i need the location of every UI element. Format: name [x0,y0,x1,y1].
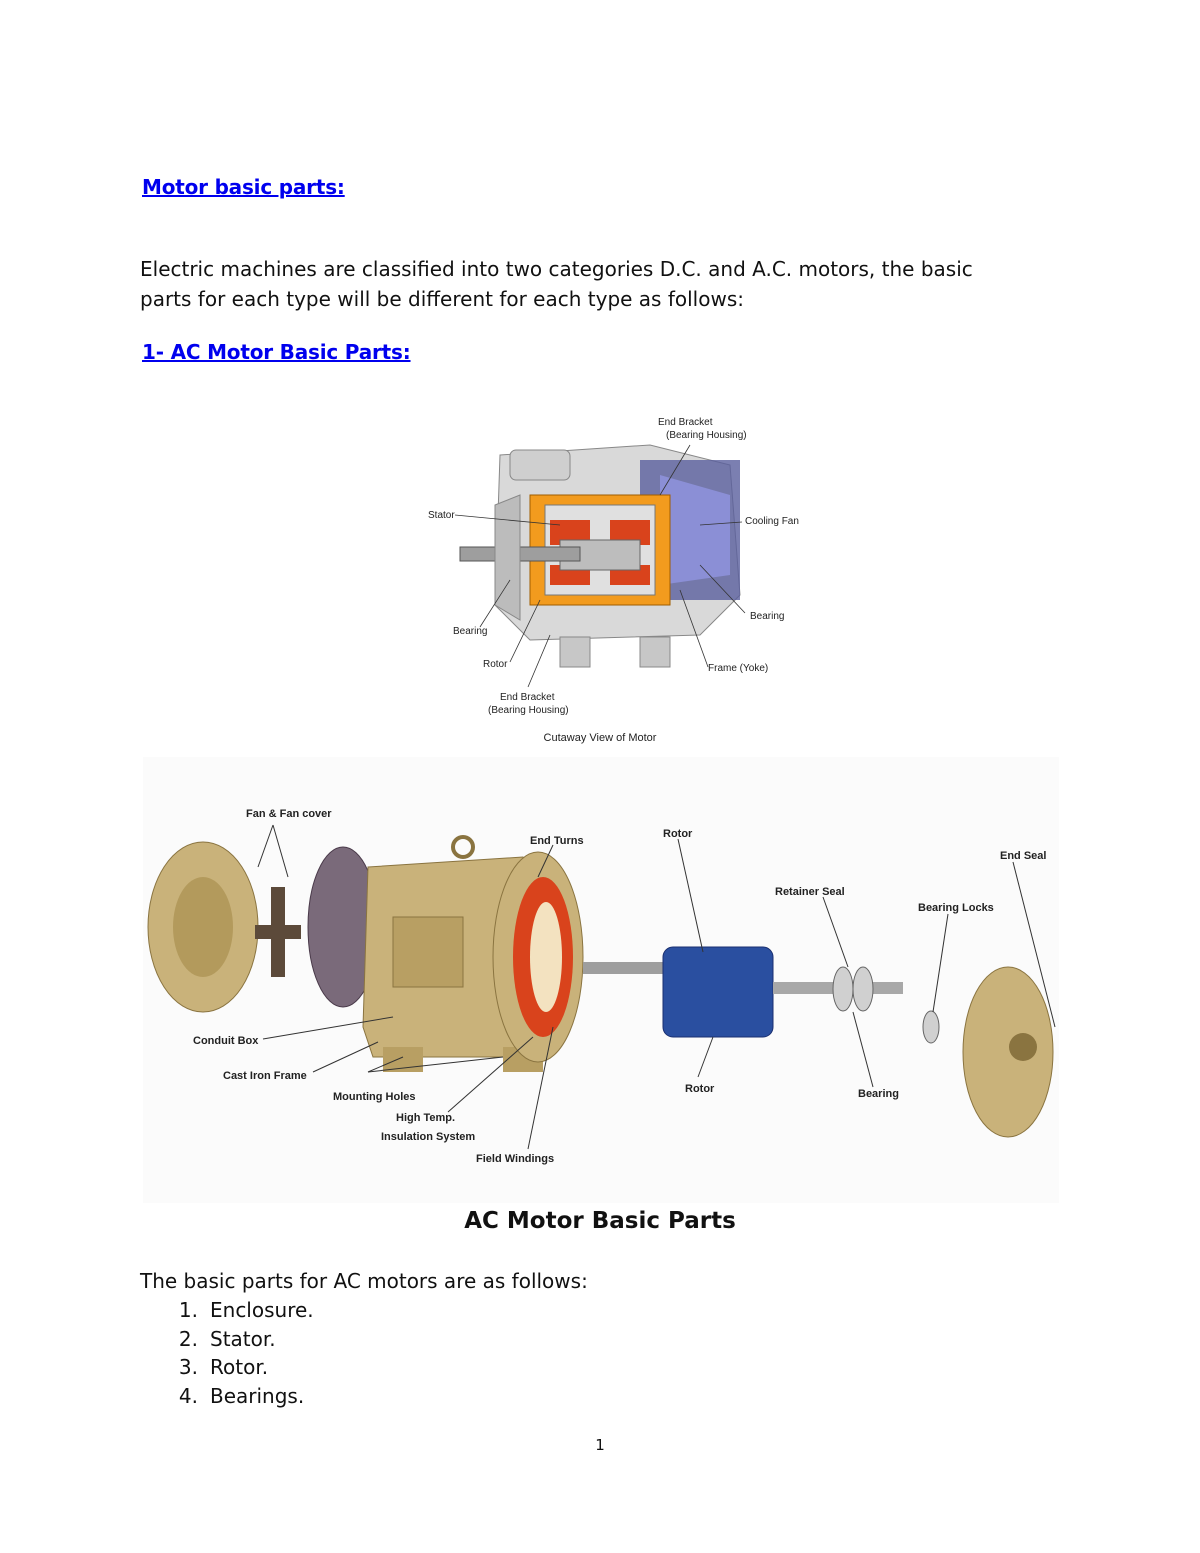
exploded-motor-figure [143,757,1059,1203]
label-high-temp-2: Insulation System [381,1131,476,1143]
label-rotor-bottom: Rotor [685,1083,715,1095]
list-item-text: Enclosure. [210,1298,314,1322]
label-end-turns: End Turns [530,835,584,847]
label-high-temp-1: High Temp. [396,1112,456,1124]
list-item-number: 2. [178,1326,198,1351]
list-item [140,1382,314,1411]
cutaway-caption: Cutaway View of Motor [543,732,657,744]
label-field-windings: Field Windings [476,1153,555,1165]
ac-motor-caption: AC Motor Basic Parts [464,1208,736,1234]
label-stator: Stator [428,510,455,521]
list-item [140,1353,314,1382]
list-item-number: 4. [178,1383,198,1408]
list-item [140,1296,314,1325]
list-item-number: 1. [178,1298,198,1322]
label-bearing-left: Bearing [453,626,488,637]
label-rotor-top: Rotor [663,828,693,840]
heading-motor-basic-parts[interactable]: Motor basic parts: [142,175,345,199]
page-number: 1 [595,1436,605,1454]
label-bearing-locks: Bearing Locks [918,902,994,914]
intro-line-2: parts for each type will be different for each type as follows: [140,287,744,311]
label-end-bracket-bottom-1: End Bracket [500,692,555,703]
intro-paragraph [140,254,1040,314]
label-end-seal: End Seal [1000,850,1047,862]
label-end-bracket-top-1: End Bracket [658,417,713,428]
list-item-number: 3. [178,1355,198,1379]
label-retainer-seal: Retainer Seal [775,886,845,898]
cutaway-motor-figure [400,405,820,730]
list-intro: The basic parts for AC motors are as follows: [140,1269,588,1293]
cutaway-motor-illustration [460,445,740,667]
label-cooling-fan: Cooling Fan [745,516,799,527]
label-mounting-holes: Mounting Holes [333,1091,416,1103]
label-conduit-box: Conduit Box [193,1035,259,1047]
list-item [140,1325,314,1354]
heading-ac-parts[interactable]: 1- AC Motor Basic Parts: [142,340,411,364]
label-frame: Frame (Yoke) [708,663,769,674]
label-bearing-right: Bearing [750,611,785,622]
list-item-text: Rotor. [210,1355,269,1379]
label-cast-iron-frame: Cast Iron Frame [223,1070,307,1082]
label-fan-cover: Fan & Fan cover [246,808,332,820]
list-item-text: Stator. [210,1326,276,1351]
parts-list [140,1296,314,1410]
label-rotor: Rotor [483,659,508,670]
intro-line-1: Electric machines are classified into two categories D.C. and A.C. motors, the basic [140,257,973,281]
label-bearing: Bearing [858,1088,899,1100]
label-end-bracket-bottom-2: (Bearing Housing) [488,705,569,716]
list-item-text: Bearings. [210,1383,305,1408]
label-end-bracket-top-2: (Bearing Housing) [666,430,747,441]
